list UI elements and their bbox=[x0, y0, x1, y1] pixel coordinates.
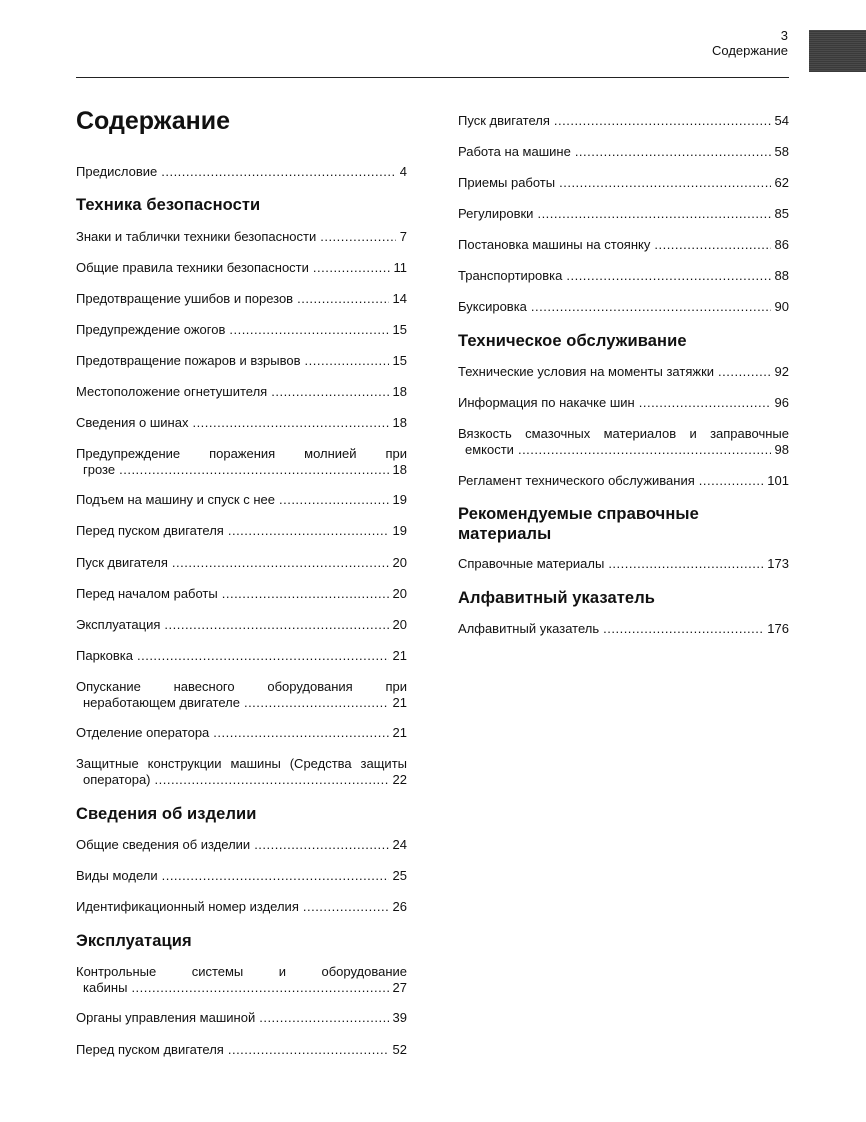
toc-entry bbox=[76, 899, 407, 915]
toc-entry-title: Приемы работы bbox=[458, 175, 556, 190]
toc-entry-title: Опускание навесного оборудования при bbox=[76, 679, 407, 694]
heading-text: Техническое обслуживание bbox=[458, 332, 687, 350]
toc-entry-title: Предисловие bbox=[76, 164, 158, 179]
toc-entry-title: Эксплуатация bbox=[76, 617, 161, 632]
toc-page-number: 18 bbox=[392, 415, 407, 430]
heading-text: Сведения об изделии bbox=[76, 805, 257, 823]
toc-entry-title: Регламент технического обслуживания bbox=[458, 473, 695, 488]
toc-page-number: 85 bbox=[774, 206, 789, 221]
toc-entry-title-cont: оператора) bbox=[83, 771, 151, 787]
toc-entry-title: Общие правила техники безопасности bbox=[76, 260, 309, 275]
toc-page-number: 25 bbox=[392, 868, 407, 883]
toc-entry bbox=[76, 523, 407, 539]
toc-page-number: 52 bbox=[392, 1042, 407, 1057]
toc-entry-title: Контрольные системы и оборудование bbox=[76, 964, 407, 979]
dot-leader bbox=[259, 1010, 388, 1026]
toc-entry bbox=[76, 617, 407, 633]
toc-entry bbox=[76, 679, 407, 710]
toc-entry-title: Защитные конструкции машины (Средства защиты bbox=[76, 756, 407, 771]
toc-entry-title: Постановка машины на стоянку bbox=[458, 237, 651, 252]
toc-entry bbox=[76, 229, 407, 245]
toc-entry bbox=[76, 555, 407, 571]
toc-entry bbox=[76, 837, 407, 853]
dot-leader bbox=[254, 837, 388, 853]
header-rule bbox=[76, 77, 789, 78]
toc-entry bbox=[76, 260, 407, 276]
dot-leader bbox=[162, 868, 389, 884]
toc-entry-title-cont: емкости bbox=[465, 441, 514, 457]
toc-page-number: 22 bbox=[392, 771, 407, 787]
toc-page-number: 20 bbox=[392, 586, 407, 601]
page-title: Содержание bbox=[76, 107, 231, 135]
toc-entry bbox=[458, 473, 789, 489]
toc-page-number: 20 bbox=[392, 617, 407, 632]
toc-page-number: 21 bbox=[392, 648, 407, 663]
toc-page-number: 62 bbox=[774, 175, 789, 190]
heading-line: Рекомендуемые справочные bbox=[458, 505, 699, 523]
toc-entry bbox=[458, 426, 789, 457]
toc-page-number: 20 bbox=[392, 555, 407, 570]
dot-leader bbox=[172, 555, 389, 571]
toc-entry-title-cont: грозе bbox=[83, 461, 116, 477]
toc-entry bbox=[458, 237, 789, 253]
toc-entry bbox=[76, 1042, 407, 1058]
toc-page-number: 90 bbox=[774, 299, 789, 314]
toc-entry-title: Технические условия на моменты затяжки bbox=[458, 364, 715, 379]
toc-section-heading bbox=[76, 195, 407, 215]
dot-leader bbox=[271, 384, 388, 400]
dot-leader bbox=[137, 648, 389, 664]
toc-entry-title-cont: неработающем двигателе bbox=[83, 694, 240, 710]
toc-page-number: 92 bbox=[774, 364, 789, 379]
toc-entry-title: Виды модели bbox=[76, 868, 158, 883]
toc-entry-title: Транспортировка bbox=[458, 268, 563, 283]
toc-entry bbox=[76, 725, 407, 741]
toc-entry-title-cont: кабины bbox=[83, 979, 128, 995]
dot-leader bbox=[155, 772, 389, 788]
toc-entry-title: Знаки и таблички техники безопасности bbox=[76, 229, 317, 244]
dot-leader bbox=[603, 621, 763, 637]
toc-section-heading bbox=[458, 331, 789, 351]
toc-page-number: 96 bbox=[774, 395, 789, 410]
toc-page-number: 14 bbox=[392, 291, 407, 306]
toc-entry-title: Вязкость смазочных материалов и заправочные bbox=[458, 426, 789, 441]
toc-page-number: 101 bbox=[767, 473, 789, 488]
dot-leader bbox=[559, 175, 770, 191]
toc-page-number: 18 bbox=[392, 384, 407, 399]
toc-page-number: 58 bbox=[774, 144, 789, 159]
toc-entry-title: Пуск двигателя bbox=[458, 113, 550, 128]
toc-entry-title: Предотвращение ушибов и порезов bbox=[76, 291, 294, 306]
toc-entry-title: Регулировки bbox=[458, 206, 534, 221]
toc-entry bbox=[76, 492, 407, 508]
toc-entry-title: Предотвращение пожаров и взрывов bbox=[76, 353, 301, 368]
toc-entry bbox=[458, 621, 789, 637]
toc-entry-title: Предупреждение поражения молнией при bbox=[76, 446, 407, 461]
toc-page-number: 15 bbox=[392, 322, 407, 337]
dot-leader bbox=[518, 442, 771, 458]
toc-section-heading bbox=[76, 804, 407, 824]
toc-entry-title: Идентификационный номер изделия bbox=[76, 899, 299, 914]
toc-entry-title: Информация по накачке шин bbox=[458, 395, 635, 410]
toc-entry bbox=[76, 446, 407, 477]
toc-entry-title: Общие сведения об изделии bbox=[76, 837, 251, 852]
toc-entry-title: Буксировка bbox=[458, 299, 527, 314]
toc-page-number: 21 bbox=[392, 694, 407, 710]
dot-leader bbox=[229, 322, 388, 338]
toc-entry bbox=[458, 395, 789, 411]
toc-page-number: 54 bbox=[774, 113, 789, 128]
toc-entry bbox=[76, 756, 407, 787]
toc-page-number: 7 bbox=[399, 229, 407, 244]
toc-entry bbox=[76, 291, 407, 307]
toc-page-number: 21 bbox=[392, 725, 407, 740]
dot-leader bbox=[639, 395, 771, 411]
dot-leader bbox=[161, 164, 396, 180]
toc-entry-title: Пуск двигателя bbox=[76, 555, 168, 570]
toc-entry bbox=[76, 964, 407, 995]
toc-page-number: 173 bbox=[767, 556, 789, 571]
toc-page-number: 27 bbox=[392, 979, 407, 995]
toc-entry-title: Алфавитный указатель bbox=[458, 621, 600, 636]
dot-leader bbox=[320, 229, 396, 245]
toc-entry bbox=[458, 364, 789, 380]
dot-leader bbox=[305, 353, 389, 369]
dot-leader bbox=[228, 523, 389, 539]
dot-leader bbox=[313, 260, 390, 276]
dot-leader bbox=[718, 364, 771, 380]
dot-leader bbox=[537, 206, 770, 222]
toc-entry bbox=[76, 415, 407, 431]
toc-entry bbox=[76, 164, 407, 180]
toc-entry-title: Перед пуском двигателя bbox=[76, 1042, 224, 1057]
toc-section-heading bbox=[76, 931, 407, 951]
toc-entry bbox=[458, 175, 789, 191]
toc-entry-title: Сведения о шинах bbox=[76, 415, 189, 430]
dot-leader bbox=[119, 462, 388, 478]
toc-entry bbox=[458, 268, 789, 284]
dot-leader bbox=[244, 695, 389, 711]
toc-page-number: 86 bbox=[774, 237, 789, 252]
toc-entry-title: Работа на машине bbox=[458, 144, 571, 159]
toc-page-number: 176 bbox=[767, 621, 789, 636]
toc-entry bbox=[458, 556, 789, 572]
heading-text: Эксплуатация bbox=[76, 932, 192, 950]
toc-entry bbox=[458, 206, 789, 222]
toc-entry bbox=[76, 353, 407, 369]
dot-leader bbox=[554, 113, 771, 129]
toc-entry-title: Подъем на машину и спуск с нее bbox=[76, 492, 275, 507]
dot-leader bbox=[228, 1042, 389, 1058]
toc-page-number: 4 bbox=[399, 164, 407, 179]
toc-page-number: 18 bbox=[392, 461, 407, 477]
dot-leader bbox=[303, 899, 389, 915]
toc-page-number: 24 bbox=[392, 837, 407, 852]
toc-entry-title: Предупреждение ожогов bbox=[76, 322, 226, 337]
heading-line: материалы bbox=[458, 525, 552, 543]
dot-leader bbox=[213, 725, 388, 741]
toc-entry bbox=[76, 384, 407, 400]
toc-page-number: 11 bbox=[393, 260, 407, 275]
section-tab-marker bbox=[809, 30, 866, 72]
toc-page-number: 19 bbox=[392, 492, 407, 507]
dot-leader bbox=[279, 492, 389, 508]
dot-leader bbox=[222, 586, 389, 602]
dot-leader bbox=[164, 617, 388, 633]
toc-entry bbox=[76, 1010, 407, 1026]
dot-leader bbox=[654, 237, 770, 253]
dot-leader bbox=[192, 415, 388, 431]
page-number: 3 bbox=[780, 28, 788, 43]
toc-entry bbox=[76, 868, 407, 884]
dot-leader bbox=[575, 144, 771, 160]
heading-text: Техника безопасности bbox=[76, 196, 261, 214]
toc-entry bbox=[458, 113, 789, 129]
toc-page-number: 98 bbox=[774, 441, 789, 457]
heading-text: Алфавитный указатель bbox=[458, 589, 656, 607]
toc-section-heading bbox=[458, 588, 789, 608]
running-head: Содержание bbox=[712, 43, 788, 58]
toc-entry bbox=[458, 299, 789, 315]
toc-entry-title: Перед началом работы bbox=[76, 586, 218, 601]
toc-section-heading bbox=[458, 504, 789, 544]
toc-entry bbox=[76, 648, 407, 664]
dot-leader bbox=[699, 473, 764, 489]
dot-leader bbox=[531, 299, 771, 315]
toc-page-number: 19 bbox=[392, 523, 407, 538]
toc-entry bbox=[76, 322, 407, 338]
dot-leader bbox=[131, 980, 388, 996]
toc-entry-title: Местоположение огнетушителя bbox=[76, 384, 268, 399]
toc-entry bbox=[458, 144, 789, 160]
toc-page-number: 39 bbox=[392, 1010, 407, 1025]
toc-entry-title: Справочные материалы bbox=[458, 556, 605, 571]
toc-entry-title: Парковка bbox=[76, 648, 133, 663]
toc-page-number: 26 bbox=[392, 899, 407, 914]
dot-leader bbox=[566, 268, 770, 284]
toc-page-number: 15 bbox=[392, 353, 407, 368]
toc-entry-title: Перед пуском двигателя bbox=[76, 523, 224, 538]
toc-entry-title: Отделение оператора bbox=[76, 725, 210, 740]
toc-entry-title: Органы управления машиной bbox=[76, 1010, 256, 1025]
dot-leader bbox=[297, 291, 388, 307]
dot-leader bbox=[608, 556, 763, 572]
toc-page-number: 88 bbox=[774, 268, 789, 283]
toc-entry bbox=[76, 586, 407, 602]
